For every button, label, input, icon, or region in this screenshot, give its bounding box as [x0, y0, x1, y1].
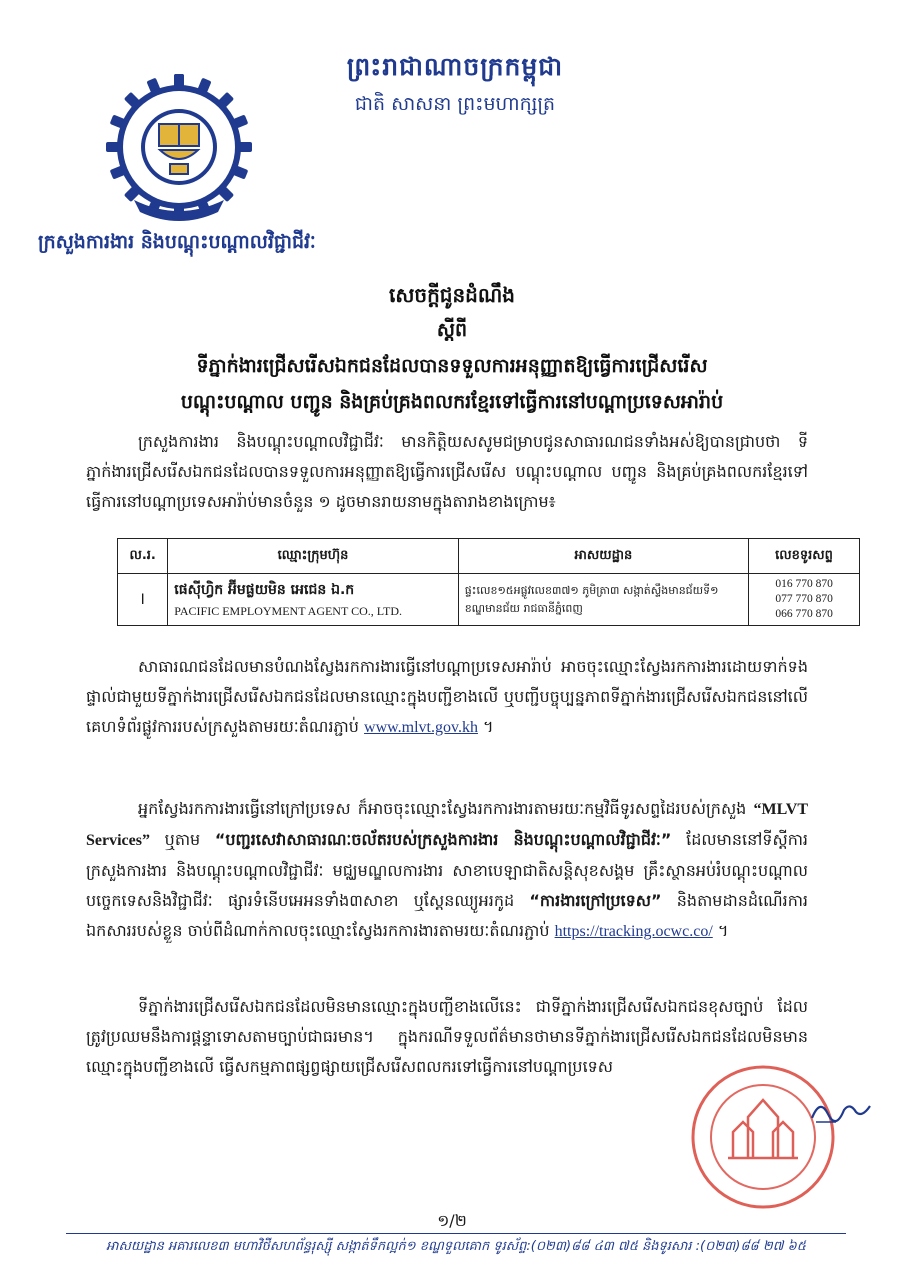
- services-text-a: អ្នកស្វែងរកការងារធ្វើនៅក្រៅប្រទេស ក៏អាចចុះឈ្មោះស្វែងរកការងារតាមរយៈកម្មវិធីទូរសព្ទដៃរបស់ក្រសួង: [138, 799, 747, 818]
- title-line-3: ទីភ្នាក់ងារជ្រើសរើសឯកជនដែលបានទទួលការអនុញ្ញាតឱ្យធ្វើការជ្រើសរើស: [196, 355, 708, 377]
- title-line-2: ស្តីពី: [436, 319, 468, 341]
- ministry-name: ក្រសួងការងារ និងបណ្តុះបណ្តាលវិជ្ជាជីវៈ: [38, 231, 316, 253]
- header-no: ល.រ.: [118, 539, 168, 574]
- company-name-khmer: ផេស៊ីហ្វិក អ៊ីមផ្លយមិន អេជេន ឯ.ក: [174, 582, 355, 598]
- header-address: អាសយដ្ឋាន: [458, 539, 748, 574]
- header-company: ឈ្មោះក្រុមហ៊ុន: [168, 539, 458, 574]
- services-paragraph: [86, 794, 808, 947]
- tracking-link[interactable]: https://tracking.ocwc.co/: [554, 923, 713, 940]
- phone-number: 016 770 870: [775, 578, 833, 590]
- registration-paragraph: [86, 652, 808, 743]
- header-phone: លេខទូរសព្ទ: [749, 539, 860, 574]
- services-text-c: ដែលមាននៅទីស្តីការក្រសួងការងារ និងបណ្តុះបណ្តាលវិជ្ជាជីវៈ មជ្ឈមណ្ឌលការងារ សាខាបេឡាជាតិសន្តិសុខសង្គម គ្រឹះស្ថានអប់រំបណ្តុះបណ្តាលបច្ចេកទេសនិងវិជ្ជាជីវៈ ផ្សារទំនើបអេអនទាំង៣សាខា ឬស្តែនឈ្យូអរកូដ: [86, 830, 808, 910]
- title-line-4: បណ្តុះបណ្តាល បញ្ជូន និងគ្រប់គ្រងពលករខ្មែរទៅធ្វើការនៅបណ្តាប្រទេសអារ៉ាប់: [180, 391, 724, 413]
- services-text-b: ឬតាម: [164, 830, 201, 849]
- table-row: [118, 574, 860, 626]
- official-stamp-icon: [688, 1062, 838, 1212]
- intro-paragraph: ក្រសួងការងារ និងបណ្តុះបណ្តាលវិជ្ជាជីវៈ មានកិត្តិយសសូមជម្រាបជូនសាធារណជនទាំងអស់ឱ្យបានជ្រាបថា ទីភ្នាក់ងារជ្រើសរើសឯកជនដែលបានទទួលការអនុញ្ញាតឱ្យធ្វើការជ្រើសរើស បណ្តុះបណ្តាល បញ្ជូន និងគ្រប់គ្រងពលករខ្មែរទៅធ្វើការនៅបណ្តាប្រទេសអារ៉ាប់មានចំនួន ១ ដូចមានរាយនាមក្នុងតារាងខាងក្រោម៖: [86, 432, 808, 511]
- row-number: I: [118, 574, 168, 626]
- kingdom-heading: [330, 52, 580, 120]
- signature-icon: [806, 1092, 876, 1132]
- overseas-work-name: “ការងារក្រៅប្រទេស”: [529, 891, 662, 910]
- company-address: ផ្ទះលេខ១៥អផ្លូវលេខ៣៧១ ភូមិត្រា៣ សង្កាត់ស្ទឹងមានជ័យទី១ ខណ្ឌមានជ័យ រាជធានីភ្នំពេញ: [458, 574, 748, 626]
- ministry-seal-icon: [104, 72, 254, 222]
- table-header-row: [118, 539, 860, 574]
- company-name-english: PACIFIC EMPLOYMENT AGENT CO., LTD.: [174, 604, 402, 618]
- kingdom-title: ព្រះរាជាណាចក្រកម្ពុជា: [346, 52, 564, 81]
- company-cell: [168, 574, 458, 626]
- registration-text: សាធារណជនដែលមានបំណងស្វែងរកការងារធ្វើនៅបណ្តាប្រទេសអារ៉ាប់ អាចចុះឈ្មោះស្វែងរកការងារដោយទាក់ទងផ្ទាល់ជាមួយទីភ្នាក់ងារជ្រើសរើសឯកជនដែលមានឈ្មោះក្នុងបញ្ជីខាងលើ ឬបញ្ជីបច្ចុប្បន្នភាពទីភ្នាក់ងារជ្រើសរើសឯកជននៅលើគេហទំព័រផ្លូវការរបស់ក្រសួងតាមរយៈតំណរភ្ជាប់: [86, 657, 808, 736]
- agents-table: [117, 538, 860, 626]
- sentence-end: ។: [483, 717, 494, 736]
- phone-number: 077 770 870: [775, 593, 833, 605]
- mlvt-services-app-name: “MLVT Services”: [86, 801, 808, 849]
- national-motto: ជាតិ សាសនា ព្រះមហាក្សត្រ: [354, 93, 556, 115]
- title-line-1: សេចក្តីជូនដំណឹង: [389, 283, 515, 307]
- page-number: ១/២: [437, 1211, 467, 1230]
- mobile-counter-name: “បញ្ជរសេវាសាធារណៈចល័តរបស់ក្រសួងការងារ និងបណ្តុះបណ្តាលវិជ្ជាជីវៈ”: [214, 830, 672, 849]
- mlvt-website-link[interactable]: www.mlvt.gov.kh: [364, 719, 478, 736]
- footer-address: អាសយដ្ឋាន អគារលេខ៣ មហាវិថីសហព័ន្ធរុស្ស៊ី សង្កាត់ទឹកល្អក់១ ខណ្ឌទួលគោក ទូរស័ព្ទ:(០២៣)៨៨ ៤៣ ៧៥ និងទូរសារ :(០២៣)៨៨ ២៧ ៦៥: [106, 1239, 806, 1254]
- sentence-end: ។: [717, 921, 729, 940]
- phone-cell: [749, 574, 860, 626]
- services-text-e: និងតាមដានដំណើរការឯកសាររបស់ខ្លួន ចាប់ពីដំណាក់កាលចុះឈ្មោះស្វែងរកការងារតាមរយៈតំណរភ្ជាប់: [86, 891, 808, 940]
- warning-paragraph: ទីភ្នាក់ងារជ្រើសរើសឯកជនដែលមិនមានឈ្មោះក្នុងបញ្ជីខាងលើនេះ ជាទីភ្នាក់ងារជ្រើសរើសឯកជនខុសច្បាប់ ដែលត្រូវប្រឈមនឹងការផ្តន្ទាទោសតាមច្បាប់ជាធរមាន។ ក្នុងករណីទទួលព័ត៌មានថាមានទីភ្នាក់ងារជ្រើសរើសឯកជនដែលមិនមានឈ្មោះក្នុងបញ្ជីខាងលើ ធ្វើសកម្មភាពផ្សព្វផ្សាយជ្រើសរើសពលករទៅធ្វើការនៅបណ្តាប្រទេស: [86, 997, 808, 1076]
- notice-title: [60, 282, 844, 418]
- phone-number: 066 770 870: [775, 608, 833, 620]
- footer-divider: [66, 1233, 846, 1234]
